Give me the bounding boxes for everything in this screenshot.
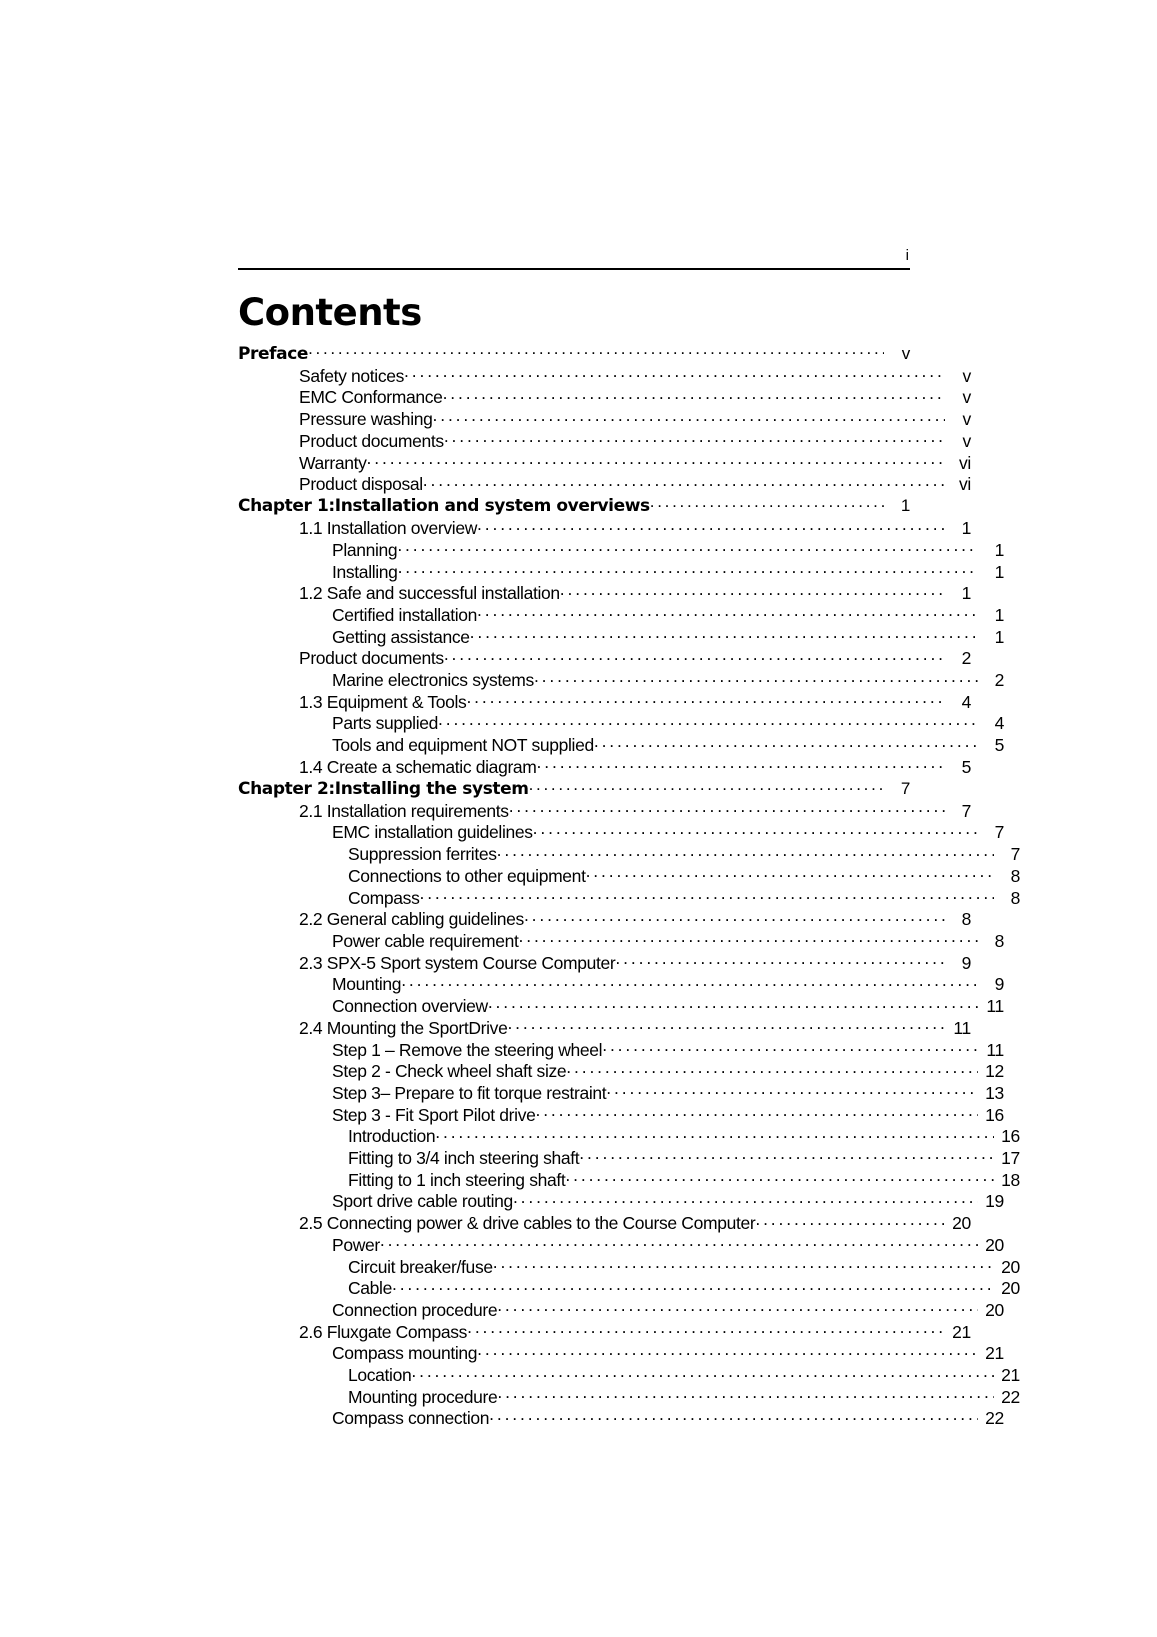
- toc-entry[interactable]: [238, 1081, 1004, 1103]
- toc-entry-page-number: 7: [961, 800, 971, 821]
- toc-entry-page-number: 8: [1010, 865, 1020, 886]
- toc-entry-page-number: 11: [986, 1039, 1004, 1060]
- toc-entry-page-number: 5: [994, 735, 1004, 756]
- toc-entry-label: Certified installation: [332, 604, 478, 625]
- toc-leader-dots: [566, 1060, 978, 1078]
- toc-entry-page-number: 12: [985, 1061, 1004, 1082]
- toc-entry-page-number: 22: [1001, 1386, 1020, 1407]
- toc-entry[interactable]: [238, 625, 1004, 647]
- toc-entry-label: Step 1 – Remove the steering wheel: [332, 1039, 603, 1060]
- toc-entry-label: Cable: [348, 1278, 392, 1299]
- toc-entry[interactable]: [238, 1060, 1004, 1082]
- toc-entry-label: Safety notices: [299, 365, 405, 386]
- toc-entry[interactable]: [238, 1364, 1020, 1386]
- toc-entry[interactable]: [238, 429, 971, 451]
- toc-entry[interactable]: [238, 538, 1004, 560]
- toc-entry-label: Pressure washing: [299, 409, 433, 430]
- toc-entry-label: Getting assistance: [332, 626, 470, 647]
- toc-entry-label: Fitting to 1 inch steering shaft: [348, 1169, 566, 1190]
- toc-leader-dots: [755, 1212, 945, 1230]
- toc-entry-page-number: 9: [961, 952, 971, 973]
- toc-leader-dots: [477, 603, 978, 621]
- toc-entry-label: 1.4 Create a schematic diagram: [299, 756, 537, 777]
- toc-leader-dots: [435, 1125, 994, 1143]
- toc-entry-page-number: 8: [1010, 887, 1020, 908]
- toc-entry-page-number: v: [962, 430, 971, 451]
- toc-leader-dots: [392, 1277, 994, 1295]
- toc-entry-label: Mounting procedure: [348, 1386, 498, 1407]
- toc-entry-label: Suppression ferrites: [348, 844, 497, 865]
- toc-entry-page-number: 22: [985, 1408, 1004, 1429]
- toc-entry-label: Product disposal: [299, 474, 423, 495]
- toc-entry-label: Compass connection: [332, 1408, 490, 1429]
- toc-leader-dots: [586, 864, 994, 882]
- toc-entry-label: Product documents: [299, 430, 444, 451]
- toc-entry-label: Installing: [332, 561, 398, 582]
- toc-entry-label: 2.4 Mounting the SportDrive: [299, 1017, 508, 1038]
- toc-entry[interactable]: [238, 1255, 1020, 1277]
- toc-leader-dots: [507, 1016, 945, 1034]
- toc-entry[interactable]: [238, 1385, 1020, 1407]
- toc-leader-dots: [470, 625, 978, 643]
- toc-leader-dots: [519, 929, 979, 947]
- toc-entry-page-number: 4: [961, 691, 971, 712]
- toc-entry-page-number: 8: [994, 930, 1004, 951]
- toc-leader-dots: [466, 690, 945, 708]
- toc-leader-dots: [489, 1407, 978, 1425]
- toc-entry[interactable]: [238, 1320, 971, 1342]
- toc-entry-label: Introduction: [348, 1126, 436, 1147]
- toc-entry-label: Product documents: [299, 648, 444, 669]
- toc-entry-page-number: 2: [994, 670, 1004, 691]
- toc-entry[interactable]: [238, 734, 1004, 756]
- toc-entry-page-number: 4: [994, 713, 1004, 734]
- toc-entry-page-number: 11: [986, 996, 1004, 1017]
- toc-entry[interactable]: [238, 1407, 1004, 1429]
- toc-entry-label: Compass: [348, 887, 420, 908]
- toc-leader-dots: [401, 973, 978, 991]
- toc-entry-page-number: 9: [994, 974, 1004, 995]
- toc-entry-label: 2.3 SPX-5 Sport system Course Computer: [299, 952, 616, 973]
- toc-entry-page-number: 13: [985, 1082, 1004, 1103]
- toc-leader-dots: [380, 1233, 978, 1251]
- toc-entry-label: Connections to other equipment: [348, 865, 586, 886]
- toc-entry-label: Power cable requirement: [332, 930, 519, 951]
- toc-entry-page-number: 1: [961, 518, 971, 539]
- toc-entry[interactable]: [238, 1212, 971, 1234]
- toc-entry[interactable]: [238, 1103, 1004, 1125]
- toc-entry[interactable]: [238, 755, 971, 777]
- toc-entry-page-number: 20: [985, 1234, 1004, 1255]
- toc-entry-page-number: 19: [985, 1191, 1004, 1212]
- toc-entry[interactable]: [238, 1168, 1020, 1190]
- toc-entry-page-number: 1: [994, 626, 1004, 647]
- toc-entry-label: Mounting: [332, 974, 402, 995]
- toc-leader-dots: [497, 1298, 978, 1316]
- toc-leader-dots: [535, 1103, 978, 1121]
- toc-entry[interactable]: [238, 799, 971, 821]
- toc-entry[interactable]: [238, 864, 1020, 886]
- toc-leader-dots: [497, 843, 994, 861]
- toc-entry[interactable]: [238, 364, 971, 386]
- toc-entry-page-number: vi: [958, 474, 971, 495]
- toc-entry-label: Step 3– Prepare to fit torque restraint: [332, 1082, 607, 1103]
- toc-entry[interactable]: [238, 1277, 1020, 1299]
- toc-leader-dots: [565, 1168, 994, 1186]
- toc-entry-label: Sport drive cable routing: [332, 1191, 513, 1212]
- toc-entry[interactable]: [238, 408, 971, 430]
- toc-entry-page-number: 1: [900, 496, 910, 516]
- toc-entry[interactable]: [238, 603, 1004, 625]
- toc-entry[interactable]: [238, 951, 971, 973]
- toc-entry-page-number: 16: [985, 1104, 1004, 1125]
- toc-entry-label: EMC Conformance: [299, 387, 443, 408]
- toc-leader-dots: [579, 1147, 994, 1165]
- toc-entry-label: Chapter 1:Installation and system overviews: [238, 496, 650, 517]
- toc-entry-page-number: 7: [900, 779, 910, 799]
- toc-entry[interactable]: [238, 843, 1020, 865]
- toc-entry-label: Marine electronics systems: [332, 670, 534, 691]
- toc-leader-dots: [444, 647, 945, 665]
- toc-entry[interactable]: [238, 1233, 1004, 1255]
- toc-entry-page-number: 20: [952, 1213, 971, 1234]
- toc-entry-page-number: 20: [985, 1299, 1004, 1320]
- toc-entry-label: 1.3 Equipment & Tools: [299, 691, 467, 712]
- toc-entry[interactable]: [238, 1038, 1004, 1060]
- toc-entry-label: Power: [332, 1234, 380, 1255]
- toc-entry-page-number: 16: [1001, 1126, 1020, 1147]
- toc-leader-dots: [497, 1385, 994, 1403]
- toc-leader-dots: [602, 1038, 978, 1056]
- toc-entry-page-number: v: [962, 387, 971, 408]
- toc-leader-dots: [509, 799, 945, 817]
- toc-entry-page-number: 21: [1001, 1365, 1020, 1386]
- toc-entry-label: 2.2 General cabling guidelines: [299, 909, 524, 930]
- toc-leader-dots: [594, 734, 978, 752]
- toc-entry[interactable]: [238, 908, 971, 930]
- toc-leader-dots: [443, 386, 945, 404]
- toc-leader-dots: [493, 1255, 994, 1273]
- toc-entry-label: Circuit breaker/fuse: [348, 1256, 493, 1277]
- toc-entry-page-number: 20: [1001, 1256, 1020, 1277]
- toc-leader-dots: [534, 669, 978, 687]
- toc-entry[interactable]: [238, 973, 1004, 995]
- toc-entry[interactable]: [238, 473, 971, 495]
- toc-entry-label: EMC installation guidelines: [332, 822, 533, 843]
- toc-leader-dots: [477, 517, 945, 535]
- toc-entry-page-number: 21: [952, 1321, 971, 1342]
- toc-entry-page-number: 17: [1001, 1148, 1020, 1169]
- toc-entry-page-number: 1: [994, 539, 1004, 560]
- toc-entry[interactable]: [238, 560, 1004, 582]
- toc-entry-page-number: v: [901, 344, 910, 363]
- toc-entry-page-number: 1: [994, 561, 1004, 582]
- toc-entry-page-number: 2: [961, 648, 971, 669]
- toc-entry[interactable]: [238, 669, 1004, 691]
- toc-leader-dots: [650, 494, 884, 511]
- toc-leader-dots: [404, 364, 945, 382]
- toc-leader-dots: [513, 1190, 978, 1208]
- toc-entry-label: 2.6 Fluxgate Compass: [299, 1321, 468, 1342]
- toc-leader-dots: [419, 886, 994, 904]
- toc-entry-page-number: 18: [1001, 1169, 1020, 1190]
- toc-leader-dots: [533, 821, 978, 839]
- toc-chapter-entry[interactable]: [238, 777, 910, 799]
- toc-entry[interactable]: [238, 1147, 1020, 1169]
- toc-entry[interactable]: [238, 821, 1004, 843]
- toc-entry-label: 2.1 Installation requirements: [299, 800, 509, 821]
- toc-entry-page-number: 8: [961, 909, 971, 930]
- toc-entry-label: Connection procedure: [332, 1299, 498, 1320]
- toc-entry-label: Chapter 2:Installing the system: [238, 779, 529, 800]
- toc-entry-page-number: 20: [1001, 1278, 1020, 1299]
- toc-chapter-entry[interactable]: [238, 494, 910, 516]
- toc-entry-label: Preface: [238, 344, 309, 364]
- toc-leader-dots: [397, 538, 978, 556]
- table-of-contents: [238, 342, 1020, 1429]
- toc-entry-label: 2.5 Connecting power & drive cables to the Course Computer: [299, 1213, 756, 1234]
- toc-entry-label: Step 3 - Fit Sport Pilot drive: [332, 1104, 536, 1125]
- toc-entry[interactable]: [238, 647, 971, 669]
- toc-entry-label: Fitting to 3/4 inch steering shaft: [348, 1148, 580, 1169]
- toc-entry-label: Tools and equipment NOT supplied: [332, 735, 594, 756]
- toc-leader-dots: [398, 560, 978, 578]
- toc-leader-dots: [524, 908, 945, 926]
- toc-entry-label: Parts supplied: [332, 713, 438, 734]
- page-folio-number: i: [905, 247, 909, 264]
- toc-entry-page-number: v: [962, 409, 971, 430]
- toc-entry[interactable]: [238, 451, 971, 473]
- toc-entry[interactable]: [238, 1190, 1004, 1212]
- toc-chapter-entry[interactable]: [238, 342, 910, 364]
- toc-leader-dots: [537, 755, 945, 773]
- toc-entry-page-number: 7: [1010, 844, 1020, 865]
- toc-leader-dots: [615, 951, 945, 969]
- toc-leader-dots: [411, 1364, 994, 1382]
- toc-entry-page-number: v: [962, 365, 971, 386]
- toc-entry-page-number: 11: [953, 1017, 971, 1038]
- page-title: Contents: [238, 291, 422, 334]
- toc-entry[interactable]: [238, 712, 1004, 734]
- toc-entry-page-number: 5: [961, 756, 971, 777]
- toc-entry-label: 1.2 Safe and successful installation: [299, 583, 560, 604]
- toc-leader-dots: [423, 473, 945, 491]
- toc-entry[interactable]: [238, 690, 971, 712]
- toc-entry[interactable]: [238, 1342, 1004, 1364]
- toc-entry[interactable]: [238, 929, 1004, 951]
- toc-entry-page-number: 1: [961, 583, 971, 604]
- header-rule: [238, 268, 910, 270]
- toc-entry-label: Step 2 - Check wheel shaft size: [332, 1061, 567, 1082]
- toc-entry[interactable]: [238, 386, 971, 408]
- toc-entry-label: Connection overview: [332, 996, 488, 1017]
- toc-entry[interactable]: [238, 517, 971, 539]
- toc-leader-dots: [444, 429, 945, 447]
- toc-entry-label: Warranty: [299, 452, 367, 473]
- toc-entry[interactable]: [238, 995, 1004, 1017]
- toc-entry[interactable]: [238, 1016, 971, 1038]
- toc-leader-dots: [367, 451, 945, 469]
- toc-leader-dots: [438, 712, 978, 730]
- toc-entry-page-number: 7: [994, 822, 1004, 843]
- toc-leader-dots: [529, 777, 884, 794]
- toc-leader-dots: [308, 342, 884, 359]
- toc-entry-label: 1.1 Installation overview: [299, 518, 478, 539]
- toc-leader-dots: [560, 582, 945, 600]
- toc-entry-page-number: 1: [994, 604, 1004, 625]
- toc-entry-page-number: 21: [985, 1343, 1004, 1364]
- toc-entry-label: Planning: [332, 539, 398, 560]
- toc-entry-label: Location: [348, 1365, 412, 1386]
- toc-leader-dots: [467, 1320, 945, 1338]
- toc-entry[interactable]: [238, 582, 971, 604]
- toc-entry[interactable]: [238, 1125, 1020, 1147]
- page-content: [238, 247, 1020, 1429]
- toc-leader-dots: [433, 408, 946, 426]
- toc-entry[interactable]: [238, 886, 1020, 908]
- toc-entry-label: Compass mounting: [332, 1343, 478, 1364]
- toc-entry-page-number: vi: [958, 452, 971, 473]
- toc-entry[interactable]: [238, 1298, 1004, 1320]
- toc-leader-dots: [477, 1342, 978, 1360]
- toc-leader-dots: [488, 995, 978, 1013]
- toc-leader-dots: [606, 1081, 978, 1099]
